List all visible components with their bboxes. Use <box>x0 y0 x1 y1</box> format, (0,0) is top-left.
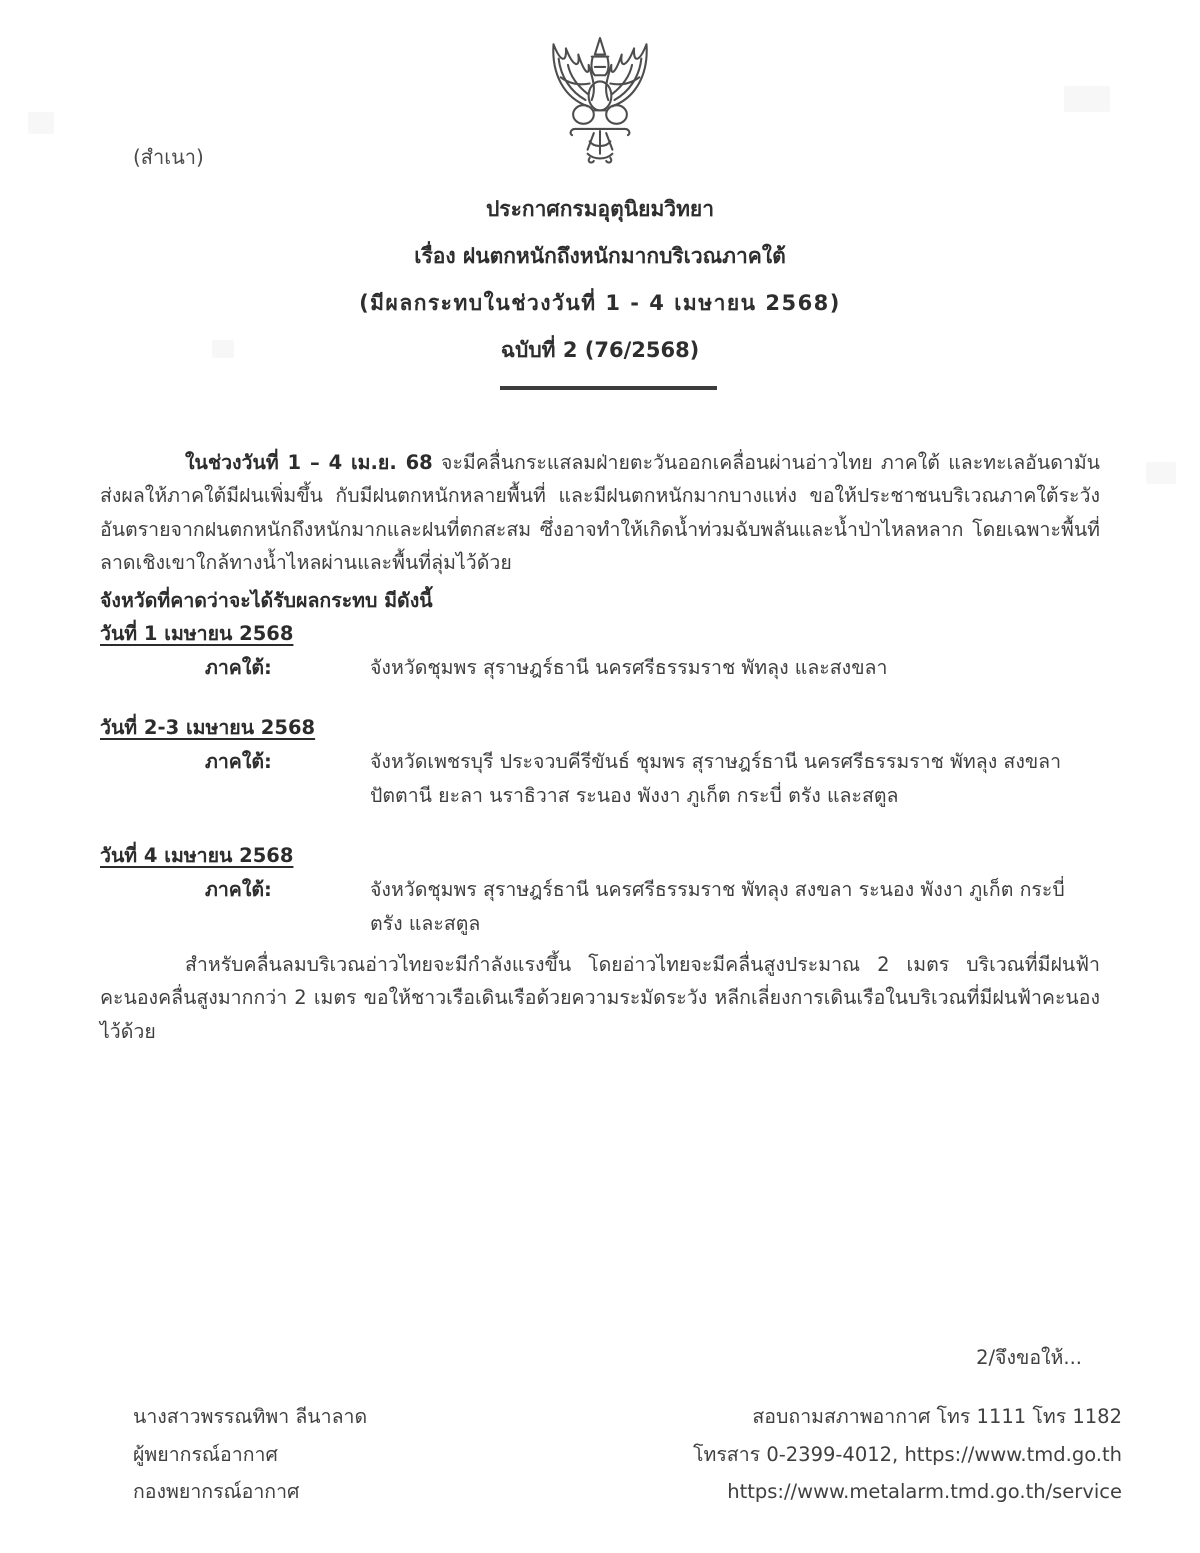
province-list: จังหวัดเพชรบุรี ประจวบคีรีขันธ์ ชุมพร สุราษฎร์ธานี นครศรีธรรมราช พัทลุง สงขลา ปัตตานี ยะลา นราธิวาส ระนอง พังงา ภูเก็ต กระบี่ ตรัง และสตูล <box>370 750 1062 807</box>
fax-and-website: โทรสาร 0-2399-4012, https://www.tmd.go.th <box>693 1442 1122 1466</box>
continuation-note: 2/จึงขอให้... <box>976 1346 1082 1369</box>
signer-block <box>133 1398 367 1511</box>
issue-number-line: ฉบับที่ 2 (76/2568) <box>500 338 700 362</box>
region-row-april-1 <box>205 651 1082 685</box>
intro-date-range: ในช่วงวันที่ 1 – 4 เม.ย. 68 <box>185 450 433 474</box>
intro-text: จะมีคลื่นกระแสลมฝ่ายตะวันออกเคลื่อนผ่านอ่าวไทย ภาคใต้ และทะเลอันดามัน ส่งผลให้ภาคใต้มีฝนเพิ่มขึ้น กับมีฝนตกหนักหลายพื้นที่ และมีฝนตกหนักมากบางแห่ง ขอให้ประชาชนบริเวณภาคใต้ระวังอันตรายจากฝนตกหนักถึงหนักมากและฝนที่ตกสะสม ซึ่งอาจทำให้เกิดน้ำท่วมฉับพลันและน้ำป่าไหลหลาก โดยเฉพาะพื้นที่ลาดเชิงเขาใกล้ทางน้ำไหลผ่านและพื้นที่ลุ่มไว้ด้วย <box>100 450 1101 574</box>
weather-inquiry-phone: สอบถามสภาพอากาศ โทร 1111 โทร 1182 <box>752 1405 1122 1428</box>
scan-artifact <box>28 112 54 134</box>
province-list: จังหวัดชุมพร สุราษฎร์ธานี นครศรีธรรมราช พัทลุง และสงขลา <box>370 656 888 679</box>
waves-paragraph: สำหรับคลื่นลมบริเวณอ่าวไทยจะมีกำลังแรงขึ้น โดยอ่าวไทยจะมีคลื่นสูงประมาณ 2 เมตร บริเวณที่มีฝนฟ้าคะนองคลื่นสูงมากกว่า 2 เมตร ขอให้ชาวเรือเดินเรือด้วยความระมัดระวัง หลีกเลี่ยงการเดินเรือในบริเวณที่มีฝนฟ้าคะนองไว้ด้วย <box>100 952 1100 1043</box>
signer-title: ผู้พยากรณ์อากาศ <box>133 1442 278 1466</box>
region-label: ภาคใต้: <box>205 878 272 901</box>
garuda-emblem-icon <box>538 30 662 168</box>
title-divider-rule <box>500 386 717 390</box>
signer-name: นางสาวพรรณทิพา ลีนาลาด <box>133 1405 368 1428</box>
region-label: ภาคใต้: <box>205 750 272 773</box>
scan-artifact <box>1146 462 1176 484</box>
date-heading-april-2-3: วันที่ 2-3 เมษายน 2568 <box>100 716 316 739</box>
subject-line: เรื่อง ฝนตกหนักถึงหนักมากบริเวณภาคใต้ <box>414 244 786 268</box>
affected-provinces-heading: จังหวัดที่คาดว่าจะได้รับผลกระทบ มีดังนี้ <box>100 589 433 612</box>
region-row-april-2-3 <box>205 745 1082 812</box>
title-block <box>0 186 1200 374</box>
scan-artifact <box>1064 86 1110 112</box>
date-heading-april-4: วันที่ 4 เมษายน 2568 <box>100 844 294 867</box>
page-title: ประกาศกรมอุตุนิยมวิทยา <box>485 197 715 221</box>
region-row-april-4 <box>205 873 1082 940</box>
contact-block <box>693 1398 1122 1511</box>
province-list: จังหวัดชุมพร สุราษฎร์ธานี นครศรีธรรมราช พัทลุง สงขลา ระนอง พังงา ภูเก็ต กระบี่ ตรัง และสตูล <box>370 878 1065 935</box>
date-heading-april-1: วันที่ 1 เมษายน 2568 <box>100 622 294 645</box>
signer-division: กองพยากรณ์อากาศ <box>133 1480 300 1503</box>
effect-period-line: (มีผลกระทบในช่วงวันที่ 1 - 4 เมษายน 2568) <box>359 291 841 315</box>
copy-label: (สำเนา) <box>133 145 204 169</box>
alarm-service-url: https://www.metalarm.tmd.go.th/service <box>727 1480 1122 1503</box>
intro-paragraph <box>100 446 1100 580</box>
region-label: ภาคใต้: <box>205 656 272 679</box>
